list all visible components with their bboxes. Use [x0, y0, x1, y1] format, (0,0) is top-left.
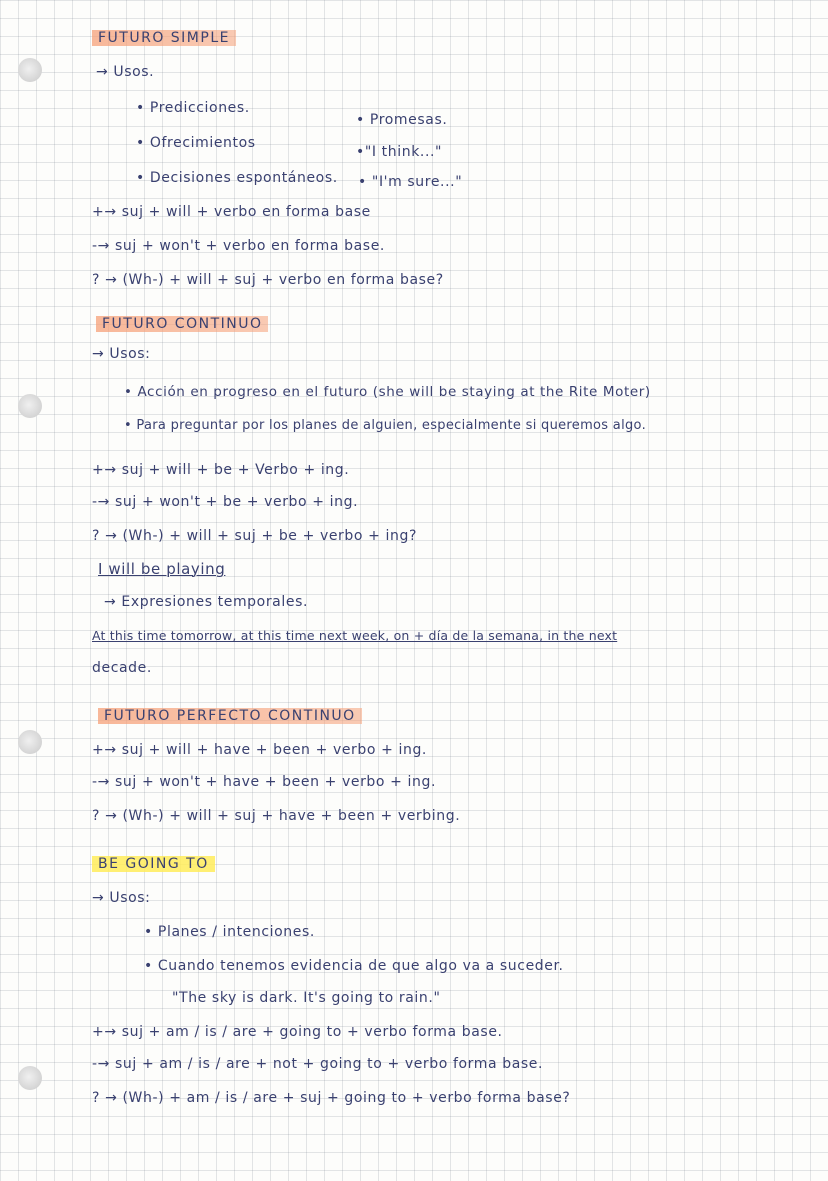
futuro-continuo-example: I will be playing: [98, 560, 226, 578]
futuro-perfecto-continuo-negative: -→ suj + won't + have + been + verbo + ing.: [92, 774, 437, 790]
futuro-continuo-expresiones-label: → Expresiones temporales.: [104, 594, 309, 610]
futuro-simple-title: FUTURO SIMPLE: [92, 30, 236, 46]
be-going-to-negative: -→ suj + am / is / are + not + going to + verbo forma base.: [92, 1056, 544, 1072]
binder-hole: [18, 394, 42, 418]
futuro-continuo-title: FUTURO CONTINUO: [96, 316, 268, 332]
be-going-to-usos-label: → Usos:: [92, 890, 151, 906]
futuro-simple-question: ? → (Wh-) + will + suj + verbo en forma base?: [92, 272, 444, 288]
futuro-simple-uso-right-2: •"I think...": [356, 144, 443, 160]
futuro-perfecto-continuo-affirmative: +→ suj + will + have + been + verbo + ing.: [92, 742, 427, 758]
be-going-to-question: ? → (Wh-) + am / is / are + suj + going to + verbo forma base?: [92, 1090, 571, 1106]
futuro-continuo-expresiones-2: decade.: [92, 660, 152, 676]
futuro-simple-uso-right-3: • "I'm sure...": [358, 174, 463, 190]
futuro-simple-uso-left-2: • Ofrecimientos: [136, 135, 256, 151]
futuro-simple-uso-right-1: • Promesas.: [356, 112, 448, 128]
futuro-continuo-uso-2: • Para preguntar por los planes de alguien, especialmente si queremos algo.: [124, 418, 646, 433]
binder-hole: [18, 730, 42, 754]
be-going-to-title: BE GOING TO: [92, 856, 215, 872]
futuro-continuo-affirmative: +→ suj + will + be + Verbo + ing.: [92, 462, 350, 478]
futuro-simple-affirmative: +→ suj + will + verbo en forma base: [92, 204, 371, 220]
futuro-continuo-expresiones-1: At this time tomorrow, at this time next week, on + día de la semana, in the next: [92, 628, 618, 643]
binder-hole: [18, 58, 42, 82]
futuro-simple-usos-label: → Usos.: [96, 64, 155, 80]
futuro-simple-negative: -→ suj + won't + verbo en forma base.: [92, 238, 385, 254]
be-going-to-affirmative: +→ suj + am / is / are + going to + verbo forma base.: [92, 1024, 503, 1040]
binder-hole: [18, 1066, 42, 1090]
futuro-continuo-uso-1: • Acción en progreso en el futuro (she will be staying at the Rite Moter): [124, 384, 651, 400]
futuro-simple-uso-left-1: • Predicciones.: [136, 100, 250, 116]
be-going-to-uso-2: • Cuando tenemos evidencia de que algo va a suceder.: [144, 958, 564, 974]
futuro-continuo-negative: -→ suj + won't + be + verbo + ing.: [92, 494, 359, 510]
futuro-perfecto-continuo-question: ? → (Wh-) + will + suj + have + been + verbing.: [92, 808, 461, 824]
be-going-to-uso-1: • Planes / intenciones.: [144, 924, 315, 940]
futuro-perfecto-continuo-title: FUTURO PERFECTO CONTINUO: [98, 708, 362, 724]
futuro-continuo-question: ? → (Wh-) + will + suj + be + verbo + ing?: [92, 528, 417, 544]
futuro-continuo-usos-label: → Usos:: [92, 346, 151, 362]
be-going-to-example: "The sky is dark. It's going to rain.": [172, 990, 441, 1006]
futuro-simple-uso-left-3: • Decisiones espontáneos.: [136, 170, 338, 186]
